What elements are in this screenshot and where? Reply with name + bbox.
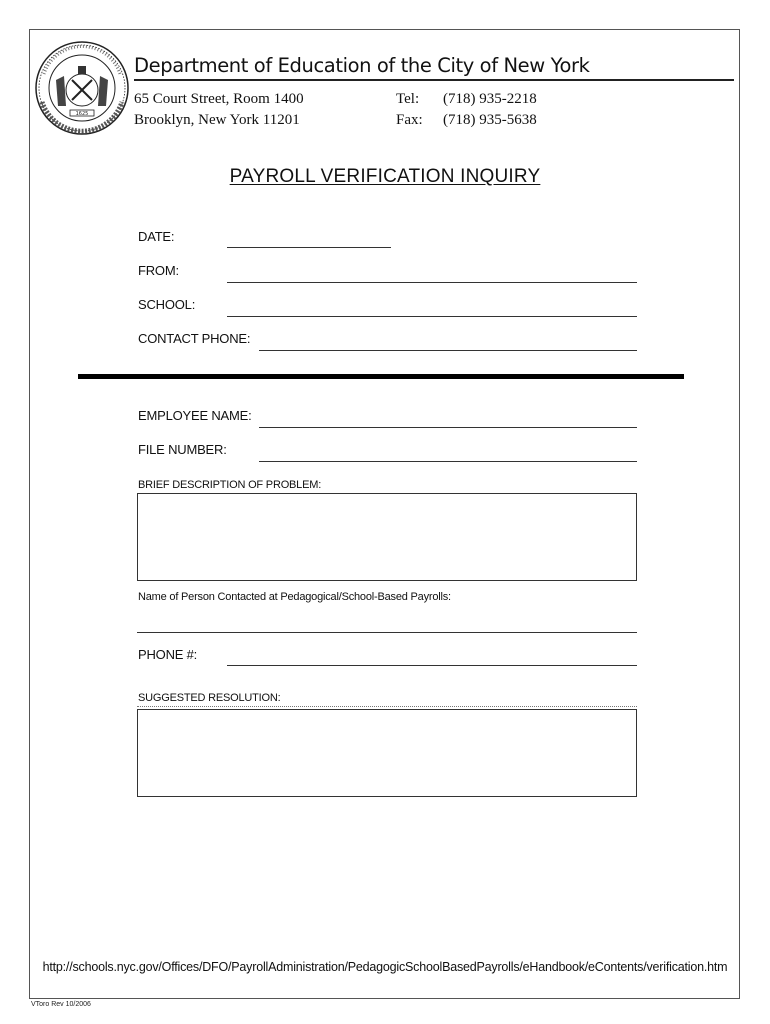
phone-label: PHONE #: — [138, 647, 198, 662]
contact-phone-field[interactable] — [259, 350, 637, 351]
form-title: PAYROLL VERIFICATION INQUIRY — [229, 166, 541, 187]
department-name: Department of Education of the City of New York — [134, 54, 590, 77]
revision-note: VToro Rev 10/2006 — [31, 1001, 91, 1008]
section-divider — [78, 374, 684, 379]
header-divider — [134, 79, 734, 81]
problem-textarea[interactable] — [137, 493, 637, 581]
problem-label: BRIEF DESCRIPTION OF PROBLEM: — [138, 479, 322, 491]
school-field[interactable] — [227, 316, 637, 317]
employee-name-label: EMPLOYEE NAME: — [138, 408, 252, 423]
phone-field[interactable] — [227, 665, 637, 666]
resolution-label: SUGGESTED RESOLUTION: — [138, 692, 281, 704]
fax-value: (718) 935-5638 — [443, 112, 537, 128]
from-label: FROM: — [138, 263, 179, 278]
contact-phone-label: CONTACT PHONE: — [138, 331, 251, 346]
from-field[interactable] — [227, 282, 637, 283]
date-label: DATE: — [138, 229, 175, 244]
contact-person-field[interactable] — [137, 632, 637, 633]
resolution-textarea[interactable] — [137, 709, 637, 797]
file-number-label: FILE NUMBER: — [138, 442, 227, 457]
address-line-2: Brooklyn, New York 11201 — [134, 112, 300, 128]
file-number-field[interactable] — [259, 461, 637, 462]
footer-url-link[interactable]: http://schools.nyc.gov/Offices/DFO/PayrollAdministration/PedagogicSchoolBasedPayrolls/eHandbook/eContents/verification.htm — [42, 960, 728, 974]
date-field[interactable] — [227, 247, 391, 248]
tel-label: Tel: — [396, 91, 420, 107]
tel-value: (718) 935-2218 — [443, 91, 537, 107]
address-line-1: 65 Court Street, Room 1400 — [134, 91, 304, 107]
employee-name-field[interactable] — [259, 427, 637, 428]
fax-label: Fax: — [396, 112, 423, 128]
nyc-seal-logo — [34, 40, 130, 136]
contact-person-label: Name of Person Contacted at Pedagogical/School-Based Payrolls: — [138, 591, 451, 603]
school-label: SCHOOL: — [138, 297, 196, 312]
resolution-dotted-rule — [137, 706, 637, 707]
svg-text:1625: 1625 — [75, 111, 89, 117]
